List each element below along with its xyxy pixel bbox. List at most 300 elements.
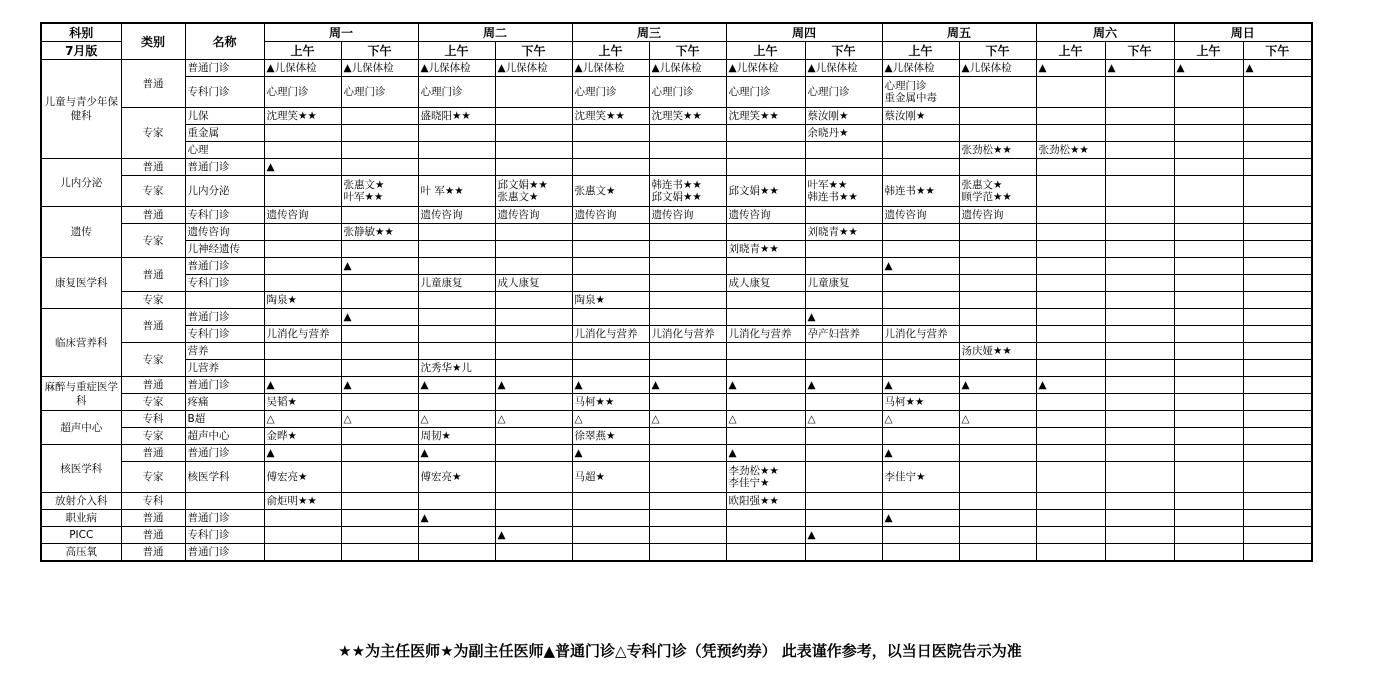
table-row [41,142,1312,159]
schedule-cell: 儿消化与营养 [572,326,649,343]
schedule-cell [1174,510,1243,527]
schedule-cell: ▲ [959,377,1036,394]
schedule-cell [805,462,882,493]
category-cell: 专家 [121,394,185,411]
schedule-body [41,60,1312,562]
dept-cell: 高压氧 [41,544,121,562]
schedule-cell [959,258,1036,275]
schedule-cell [649,445,726,462]
schedule-cell [1105,377,1174,394]
schedule-cell [341,125,418,142]
schedule-cell [495,258,572,275]
header-am: 上午 [882,42,959,60]
schedule-cell [1105,394,1174,411]
schedule-cell [1174,360,1243,377]
schedule-cell: ▲ [1174,60,1243,77]
schedule-cell [1243,207,1312,224]
doctor-line: 叶军★★ [807,179,848,191]
schedule-cell [572,493,649,510]
header-am: 上午 [418,42,495,60]
category-cell: 普通 [121,60,185,108]
schedule-cell: 遗传咨询 [418,207,495,224]
clinic-name-cell: 普通门诊 [185,60,264,77]
schedule-cell [1105,428,1174,445]
schedule-cell: △ [726,411,805,428]
table-row [41,411,1312,428]
schedule-cell [1243,309,1312,326]
schedule-cell [805,142,882,159]
legend-note: ★★为主任医师★为副主任医师▲普通门诊△专科门诊（凭预约券） 此表谨作参考，以当日医院告示为准 [338,642,1022,660]
schedule-cell [341,275,418,292]
schedule-cell [1036,275,1105,292]
doctor-line: 邱文娟★★ [651,191,702,203]
schedule-cell [264,309,341,326]
schedule-cell [726,309,805,326]
clinic-name-cell: B超 [185,411,264,428]
schedule-cell [264,510,341,527]
schedule-cell: 遗传咨询 [882,207,959,224]
table-row [41,159,1312,176]
schedule-cell: ▲儿保体检 [805,60,882,77]
dept-cell: 放射介入科 [41,493,121,510]
schedule-cell: ▲ [418,377,495,394]
schedule-cell [341,493,418,510]
table-row [41,224,1312,241]
schedule-cell [649,309,726,326]
schedule-cell [649,343,726,360]
schedule-cell: 儿消化与营养 [264,326,341,343]
schedule-cell [1174,527,1243,544]
schedule-cell: △ [264,411,341,428]
schedule-cell [1036,510,1105,527]
clinic-name-cell [185,292,264,309]
schedule-cell [649,462,726,493]
category-cell: 普通 [121,309,185,343]
table-row [41,343,1312,360]
schedule-cell: ▲儿保体检 [495,60,572,77]
table-row [41,292,1312,309]
schedule-cell [341,207,418,224]
schedule-cell: 张劲松★★ [959,142,1036,159]
doctor-line: 心理门诊 [884,80,927,92]
clinic-name-cell: 心理 [185,142,264,159]
schedule-cell [495,125,572,142]
schedule-cell [418,527,495,544]
schedule-cell [649,142,726,159]
schedule-cell [1243,108,1312,125]
schedule-cell: 成人康复 [495,275,572,292]
table-row [41,60,1312,77]
schedule-cell [495,241,572,258]
dept-cell: 儿内分泌 [41,159,121,207]
schedule-cell [1036,292,1105,309]
schedule-cell [1036,343,1105,360]
schedule-cell: 叶 军★★ [418,176,495,207]
clinic-name-cell: 营养 [185,343,264,360]
schedule-cell [726,527,805,544]
schedule-cell [495,428,572,445]
schedule-cell [572,527,649,544]
schedule-cell: 徐翠燕★ [572,428,649,445]
schedule-cell: 心理门诊 [649,77,726,108]
schedule-cell: ▲儿保体检 [649,60,726,77]
schedule-cell [1174,292,1243,309]
schedule-cell [649,241,726,258]
schedule-cell [495,326,572,343]
schedule-cell [1174,176,1243,207]
schedule-cell: 心理门诊 [805,77,882,108]
schedule-cell [649,428,726,445]
schedule-cell [264,142,341,159]
category-cell: 普通 [121,527,185,544]
schedule-cell [418,493,495,510]
schedule-cell [1105,125,1174,142]
table-row [41,510,1312,527]
schedule-cell: ▲儿保体检 [959,60,1036,77]
header-pm: 下午 [495,42,572,60]
table-row [41,241,1312,258]
schedule-cell: 金晔★ [264,428,341,445]
schedule-cell [726,510,805,527]
header-dept: 科别 [41,23,121,42]
schedule-cell: △ [341,411,418,428]
schedule-cell [264,360,341,377]
schedule-cell: 蔡汝刚★ [882,108,959,125]
schedule-cell [495,360,572,377]
schedule-cell [1036,224,1105,241]
header-day: 周日 [1174,23,1312,42]
schedule-cell [959,125,1036,142]
table-row [41,207,1312,224]
schedule-cell [418,241,495,258]
doctor-line: 李佳宁★ [728,477,770,489]
schedule-cell: 儿童康复 [805,275,882,292]
schedule-cell [341,159,418,176]
clinic-name-cell: 疼痛 [185,394,264,411]
table-header [41,23,1312,60]
schedule-cell [649,493,726,510]
schedule-cell [1174,544,1243,562]
clinic-name-cell: 普通门诊 [185,510,264,527]
clinic-name-cell: 普通门诊 [185,309,264,326]
schedule-cell [1036,394,1105,411]
table-row [41,445,1312,462]
schedule-cell [882,292,959,309]
schedule-cell [341,292,418,309]
doctor-line: 顾学范★★ [961,191,1012,203]
schedule-cell [1105,275,1174,292]
schedule-cell [1036,159,1105,176]
schedule-cell [1036,309,1105,326]
table-row [41,77,1312,108]
schedule-cell [495,224,572,241]
schedule-cell [1105,527,1174,544]
schedule-cell [1243,176,1312,207]
clinic-name-cell: 普通门诊 [185,544,264,562]
category-cell: 普通 [121,377,185,394]
schedule-cell [1174,411,1243,428]
schedule-cell [1174,258,1243,275]
schedule-cell [726,224,805,241]
header-row-days [41,23,1312,42]
schedule-cell [1036,411,1105,428]
schedule-cell [726,125,805,142]
schedule-cell [805,207,882,224]
doctor-line: 邱文娟★★ [497,179,548,191]
schedule-cell [1105,241,1174,258]
clinic-name-cell [185,493,264,510]
category-cell: 普通 [121,258,185,292]
schedule-cell [1036,493,1105,510]
schedule-cell [959,292,1036,309]
clinic-name-cell: 核医学科 [185,462,264,493]
schedule-cell [726,360,805,377]
schedule-cell [726,428,805,445]
schedule-cell [1036,462,1105,493]
schedule-cell: 邱文娟★★ [726,176,805,207]
category-cell: 专家 [121,428,185,445]
schedule-cell [1036,428,1105,445]
schedule-cell [649,275,726,292]
schedule-cell [649,176,726,207]
schedule-cell [1174,108,1243,125]
schedule-cell: ▲ [495,377,572,394]
schedule-cell [649,394,726,411]
schedule-cell [341,142,418,159]
schedule-cell [1243,125,1312,142]
schedule-cell: ▲ [882,258,959,275]
schedule-cell [959,224,1036,241]
schedule-cell [1243,527,1312,544]
header-am: 上午 [726,42,805,60]
schedule-cell [495,445,572,462]
schedule-cell: ▲ [341,309,418,326]
schedule-cell: △ [805,411,882,428]
schedule-cell: 马超★ [572,462,649,493]
schedule-cell [959,428,1036,445]
schedule-cell [1243,411,1312,428]
schedule-cell [649,292,726,309]
schedule-cell: 刘晓青★★ [805,224,882,241]
schedule-cell [495,544,572,562]
schedule-cell: 成人康复 [726,275,805,292]
schedule-cell [341,108,418,125]
clinic-name-cell: 专科门诊 [185,207,264,224]
schedule-cell [882,309,959,326]
schedule-cell [649,258,726,275]
schedule-cell [572,309,649,326]
header-day: 周四 [726,23,882,42]
schedule-cell [341,527,418,544]
schedule-cell [882,224,959,241]
schedule-cell [649,224,726,241]
dept-cell: PICC [41,527,121,544]
schedule-cell [341,462,418,493]
header-pm: 下午 [1105,42,1174,60]
schedule-cell [1105,142,1174,159]
schedule-cell [805,428,882,445]
schedule-cell: ▲ [341,377,418,394]
table-row [41,428,1312,445]
header-pm: 下午 [805,42,882,60]
schedule-cell [1036,241,1105,258]
schedule-cell [495,77,572,108]
schedule-cell: 张劲松★★ [1036,142,1105,159]
schedule-cell [264,125,341,142]
schedule-cell: 陶泉★ [572,292,649,309]
category-cell: 普通 [121,159,185,176]
schedule-cell: 沈理笑★★ [264,108,341,125]
schedule-cell [882,343,959,360]
schedule-cell: 沈理笑★★ [726,108,805,125]
schedule-cell: 沈理笑★★ [572,108,649,125]
schedule-cell: ▲ [418,445,495,462]
schedule-cell [1243,394,1312,411]
schedule-cell [882,428,959,445]
category-cell: 专科 [121,411,185,428]
schedule-cell [726,142,805,159]
schedule-cell [1174,142,1243,159]
schedule-cell [805,394,882,411]
schedule-cell [959,462,1036,493]
clinic-name-cell: 专科门诊 [185,527,264,544]
header-am: 上午 [264,42,341,60]
schedule-cell: ▲ [1105,60,1174,77]
schedule-cell [1174,428,1243,445]
schedule-cell [1243,77,1312,108]
schedule-cell: ▲儿保体检 [341,60,418,77]
schedule-cell [264,544,341,562]
schedule-cell [572,510,649,527]
schedule-cell [959,159,1036,176]
clinic-name-cell: 遗传咨询 [185,224,264,241]
schedule-cell [264,275,341,292]
schedule-cell: ▲ [341,258,418,275]
table-row [41,462,1312,493]
schedule-cell: ▲ [572,445,649,462]
schedule-cell [805,493,882,510]
schedule-cell [495,394,572,411]
schedule-cell [805,176,882,207]
category-cell: 专家 [121,224,185,258]
schedule-cell [1174,462,1243,493]
schedule-cell [1105,360,1174,377]
schedule-cell [1243,343,1312,360]
schedule-cell [1243,377,1312,394]
schedule-cell [418,125,495,142]
schedule-cell [1243,445,1312,462]
schedule-cell: ▲ [495,527,572,544]
schedule-cell: 吴韬★ [264,394,341,411]
schedule-cell: 遗传咨询 [495,207,572,224]
schedule-cell: ▲ [805,309,882,326]
schedule-cell: 心理门诊 [341,77,418,108]
doctor-line: 张惠文★ [497,191,539,203]
schedule-cell [1036,527,1105,544]
schedule-cell [1105,309,1174,326]
schedule-cell [882,77,959,108]
schedule-cell [572,224,649,241]
schedule-cell [1036,176,1105,207]
schedule-cell [1105,445,1174,462]
schedule-cell [1105,159,1174,176]
clinic-name-cell: 儿神经遗传 [185,241,264,258]
schedule-cell: 沈秀华★儿 [418,360,495,377]
schedule-cell [1243,462,1312,493]
schedule-cell [495,510,572,527]
schedule-cell: 汤庆娅★★ [959,343,1036,360]
doctor-line: 李劲松★★ [728,465,779,477]
schedule-cell [726,394,805,411]
schedule-cell [1105,224,1174,241]
schedule-cell [572,343,649,360]
schedule-cell [1036,360,1105,377]
dept-cell: 临床营养科 [41,309,121,377]
schedule-cell [1243,241,1312,258]
schedule-cell [882,142,959,159]
schedule-cell [341,544,418,562]
header-pm: 下午 [649,42,726,60]
schedule-cell [572,142,649,159]
schedule-cell [1174,77,1243,108]
schedule-cell: 蔡汝刚★ [805,108,882,125]
schedule-cell [805,544,882,562]
schedule-cell [495,343,572,360]
schedule-cell [264,224,341,241]
schedule-cell [418,292,495,309]
schedule-cell: ▲ [1036,60,1105,77]
schedule-cell [1036,207,1105,224]
schedule-cell: 遗传咨询 [726,207,805,224]
dept-cell: 职业病 [41,510,121,527]
table-row [41,360,1312,377]
schedule-cell [1243,258,1312,275]
schedule-cell: 遗传咨询 [649,207,726,224]
schedule-cell [495,142,572,159]
schedule-cell: 马柯★★ [882,394,959,411]
schedule-cell [1105,108,1174,125]
clinic-name-cell: 儿保 [185,108,264,125]
schedule-cell [572,275,649,292]
schedule-cell [726,258,805,275]
schedule-cell: 傅宏亮★ [418,462,495,493]
schedule-cell [882,493,959,510]
header-pm: 下午 [959,42,1036,60]
table-row [41,394,1312,411]
schedule-cell: △ [882,411,959,428]
schedule-cell [341,176,418,207]
schedule-cell [418,544,495,562]
schedule-cell [649,544,726,562]
schedule-cell [1105,493,1174,510]
table-row [41,258,1312,275]
schedule-cell [341,445,418,462]
schedule-cell: ▲ [1243,60,1312,77]
schedule-cell [1243,275,1312,292]
schedule-cell [1105,176,1174,207]
dept-cell: 遗传 [41,207,121,258]
header-name: 名称 [185,23,264,60]
schedule-cell [1243,493,1312,510]
schedule-cell: ▲ [649,377,726,394]
doctor-line: 张惠文★ [343,179,385,191]
schedule-cell [572,159,649,176]
schedule-cell [1105,462,1174,493]
clinic-name-cell: 儿营养 [185,360,264,377]
table-row [41,309,1312,326]
schedule-cell [1105,326,1174,343]
header-day: 周三 [572,23,726,42]
